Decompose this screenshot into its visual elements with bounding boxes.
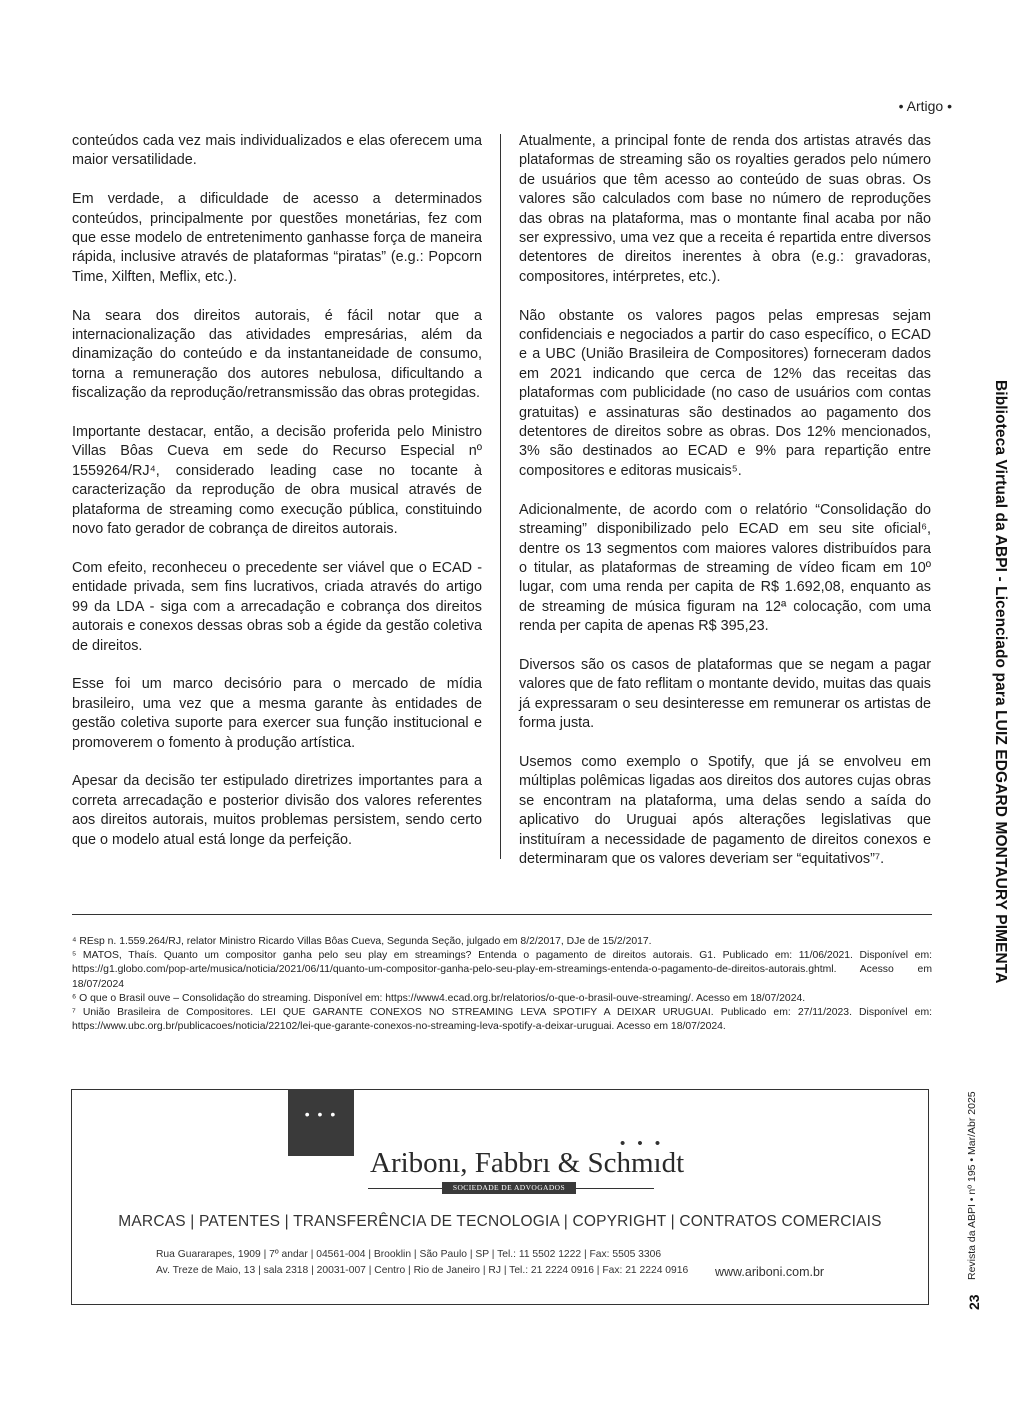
address-sao-paulo: Rua Guararapes, 1909 | 7º andar | 04561-004 | Brooklin | São Paulo | SP | Tel.: 11 5502 1222 | Fax: 5505 3306: [156, 1249, 662, 1260]
logo-dots: • • •: [620, 1135, 665, 1152]
firm-name: Aribonı, Fabbrı & Schmıdt: [370, 1147, 685, 1179]
left-column: [72, 132, 482, 869]
license-watermark: Biblioteca Virtual da ABPI - Licenciado para LUIZ EDGARD MONTAURY PIMENTA: [992, 380, 1009, 984]
column-divider: [500, 134, 501, 859]
advertisement-box: [71, 1089, 929, 1305]
footnote: ⁵ MATOS, Thaís. Quanto um compositor ganha pelo seu play em streamings? Entenda o pagamento de direitos autorais. G1. Publicado em: 11/06/2021. Disponível em: https://g1.globo.com/pop-arte/musica/noticia/2021/06/11/quanto-um-compositor-ganha-pelo-seu-play-em-streamings-entenda-o-pagamento-de-direitos-autorais.ghtml. Acesso em 18/07/2024: [72, 950, 932, 990]
logo-mark: • • •: [288, 1089, 354, 1156]
website-link[interactable]: www.ariboni.com.br: [715, 1265, 825, 1279]
footnotes: [72, 935, 932, 1034]
paragraph: Na seara dos direitos autorais, é fácil notar que a internacionalização das atividades empresárias, além da dinamização do conteúdo e da instantaneidade de consumo, torna a remuneração dos autores nebulosa, dificultando a fiscalização da reprodução/retransmissão das obras protegidas.: [72, 307, 482, 402]
page-number: 23: [966, 1294, 982, 1310]
issue-info: Revista da ABPI • nº 195 • Mar/Abr 2025: [966, 1091, 978, 1280]
paragraph: Em verdade, a dificuldade de acesso a determinados conteúdos, principalmente por questões monetárias, fez com que esse modelo de entretenimento ganhasse força de maneira rápida, inclusive através de plataformas “piratas” (e.g.: Popcorn Time, Xilften, Meflix, etc.).: [72, 191, 482, 285]
right-column: [519, 132, 931, 889]
paragraph: Apesar da decisão ter estipulado diretrizes importantes para a correta arrecadação e posterior divisão dos valores referentes aos direitos autorais, muitos problemas persistem, sendo certo que o modelo atual está longe da perfeição.: [72, 773, 482, 848]
paragraph: Com efeito, reconheceu o precedente ser viável que o ECAD - entidade privada, sem fins lucrativos, criada através do artigo 99 da LDA - siga com a arrecadação e cobrança dos direitos autorais e conexos dessas obras sob a égide da gestão coletiva de direitos.: [72, 559, 482, 654]
footnote: ⁶ O que o Brasil ouve – Consolidação do streaming. Disponível em: https://www4.ecad.org.br/relatorios/o-que-o-brasil-ouve-streaming/. Acesso em 18/07/2024.: [72, 992, 806, 1004]
services-list: MARCAS | PATENTES | TRANSFERÊNCIA DE TECNOLOGIA | COPYRIGHT | CONTRATOS COMERCIAIS: [118, 1213, 882, 1230]
footnote-divider: [72, 914, 932, 915]
paragraph: Adicionalmente, de acordo com o relatório “Consolidação do streaming” disponibilizado pelo ECAD em seu site oficial⁶, dentre os 13 segmentos com maiores valores distribuídos para o titular, as plataformas de streaming de vídeo ficam em 10º lugar, com uma renda per capita de R$ 1.692,08, enquanto as de streaming de música figuram na 12ª colocação, com uma renda per capita de apenas R$ 395,23.: [519, 501, 931, 635]
address-rio: Av. Treze de Maio, 13 | sala 2318 | 20031-007 | Centro | Rio de Janeiro | RJ | Tel.: 21 2224 0916 | Fax: 21 2224 0916: [156, 1265, 689, 1276]
paragraph: Diversos são os casos de plataformas que se negam a pagar valores que de fato reflitam o montante devido, muitas das quais já expressaram o seu desinteresse em remunerar os artistas de forma justa.: [519, 656, 931, 732]
paragraph: Não obstante os valores pagos pelas empresas sejam confidenciais e negociados a partir do caso específico, o ECAD e a UBC (União Brasileira de Compositores) forneceram dados em 2021 indicando que cerca de 12% das receitas das plataformas com publicidade (no caso de usuários com contas gratuitas) e assinaturas são destinados ao pagamento dos detentores de direitos sobre as obras. Dos 12% mencionados, 3% são destinados ao ECAD e 9% para repartição entre compositores e editoras musicais⁵.: [519, 307, 931, 479]
paragraph: Atualmente, a principal fonte de renda dos artistas através das plataformas de streaming são os royalties gerados pelo número de usuários que têm acesso ao conteúdo de suas obras. Os valores são calculados com base no número de reproduções das obras na plataforma, mas o montante final acaba por não ser expressivo, uma vez que a receita é repartida entre diversos detentores de direitos inerentes à obra (e.g.: gravadoras, compositores, intérpretes, etc.).: [519, 133, 931, 285]
section-tag: • Artigo •: [898, 98, 952, 114]
footnote: ⁴ REsp n. 1.559.264/RJ, relator Ministro Ricardo Villas Bôas Cueva, Segunda Seção, julgado em 8/2/2017, DJe de 15/2/2017.: [72, 936, 652, 947]
paragraph: Usemos como exemplo o Spotify, que já se envolveu em múltiplas polêmicas ligadas aos direitos dos autores cujas obras se encontram na plataforma, uma delas sendo a saída do aplicativo do Uruguai após alterações legislativas que instituíram a necessidade de pagamento de direitos conexos e determinaram que os valores deveriam ser “equitativos”⁷.: [519, 753, 931, 867]
paragraph: conteúdos cada vez mais individualizados e elas oferecem uma maior versatilidade.: [72, 133, 482, 169]
paragraph: Esse foi um marco decisório para o mercado de mídia brasileiro, uma vez que a mesma garante às entidades de gestão coletiva suporte para exercer sua função institucional e promoverem o fomento à produção artística.: [72, 676, 482, 751]
footnote: ⁷ União Brasileira de Compositores. LEI QUE GARANTE CONEXOS NO STREAMING LEVA SPOTIFY A DEIXAR URUGUAI. Publicado em: 27/11/2023. Disponível em: https://www.ubc.org.br/publicacoes/noticia/22102/lei-que-garante-conexos-no-streaming-leva-spotify-a-deixar-uruguai. Acesso em 18/07/2024.: [72, 1007, 932, 1033]
paragraph: Importante destacar, então, a decisão proferida pelo Ministro Villas Bôas Cueva em sede do Recurso Especial nº 1559264/RJ⁴, considerado leading case no tocante à caracterização da reprodução de obra musical através de plataforma de streaming como execução pública, constituindo novo fato gerador de cobrança de direitos autorais.: [72, 424, 482, 538]
firm-subtitle: SOCIEDADE DE ADVOGADOS: [442, 1182, 576, 1194]
